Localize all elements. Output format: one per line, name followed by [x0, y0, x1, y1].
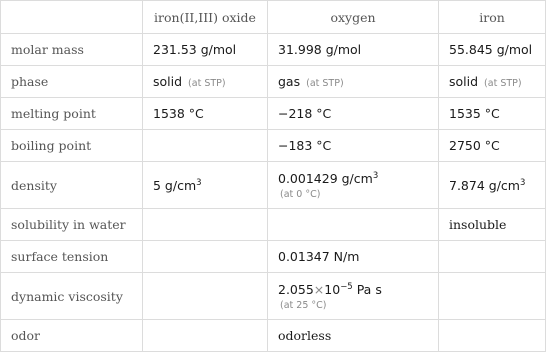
condition-note: (at STP) — [484, 78, 522, 89]
row-label: dynamic viscosity — [1, 273, 143, 320]
row-label: melting point — [1, 98, 143, 130]
cell-value — [439, 162, 546, 209]
cell-value — [268, 66, 439, 98]
header-row — [1, 1, 546, 34]
cell-value: 55.845 g/mol — [439, 34, 546, 66]
cell-value: 0.01347 N/m — [268, 241, 439, 273]
table-row — [1, 273, 546, 320]
condition-note: (at 25 °C) — [280, 299, 327, 311]
row-label: surface tension — [1, 241, 143, 273]
phase-value: solid — [449, 74, 479, 89]
cell-value: 1538 °C — [143, 98, 268, 130]
cell-value — [268, 162, 439, 209]
unit-exponent: 3 — [196, 177, 202, 188]
cell-value — [143, 273, 268, 320]
table-row — [1, 98, 546, 130]
cell-value — [143, 241, 268, 273]
cell-value: odorless — [268, 320, 439, 352]
unit-exponent: 3 — [519, 177, 526, 188]
phase-value: solid — [153, 74, 183, 89]
cell-value — [439, 66, 546, 98]
viscosity-mantissa: 2.055 — [278, 281, 314, 297]
cell-value: −183 °C — [268, 130, 439, 162]
table-row — [1, 320, 546, 352]
cell-value — [439, 241, 546, 273]
table-row — [1, 34, 546, 66]
table-row — [1, 66, 546, 98]
viscosity-exponent: −5 — [340, 281, 353, 292]
column-header-oxygen: oxygen — [268, 1, 439, 34]
viscosity-unit: Pa s — [356, 281, 382, 297]
column-header-iron-oxide: iron(II,III) oxide — [143, 1, 268, 34]
header-corner — [1, 1, 143, 34]
row-label: density — [1, 162, 143, 209]
table-row — [1, 209, 546, 241]
condition-note: (at 0 °C) — [280, 188, 321, 200]
row-label: boiling point — [1, 130, 143, 162]
table-row — [1, 162, 546, 209]
row-label: solubility in water — [1, 209, 143, 241]
column-header-iron: iron — [439, 1, 546, 34]
cell-value — [439, 320, 546, 352]
cell-value: −218 °C — [268, 98, 439, 130]
cell-value — [439, 273, 546, 320]
unit-exponent: 3 — [372, 170, 379, 181]
cell-value: 1535 °C — [439, 98, 546, 130]
cell-value — [143, 66, 268, 98]
table-row — [1, 241, 546, 273]
condition-note: (at STP) — [306, 78, 344, 89]
phase-value: gas — [278, 74, 301, 89]
row-label: molar mass — [1, 34, 143, 66]
cell-value: insoluble — [439, 209, 546, 241]
cell-value: 231.53 g/mol — [143, 34, 268, 66]
cell-value — [143, 209, 268, 241]
cell-value — [143, 320, 268, 352]
cell-value — [268, 273, 439, 320]
row-label: phase — [1, 66, 143, 98]
cell-value — [143, 130, 268, 162]
density-value: 5 g/cm — [153, 177, 197, 193]
cell-value — [268, 209, 439, 241]
condition-note: (at STP) — [188, 78, 226, 89]
density-value: 0.001429 g/cm — [278, 170, 373, 186]
viscosity-base: 10 — [324, 281, 341, 297]
row-label: odor — [1, 320, 143, 352]
cell-value — [143, 162, 268, 209]
cell-value: 2750 °C — [439, 130, 546, 162]
density-value: 7.874 g/cm — [449, 177, 520, 193]
table-row — [1, 130, 546, 162]
times-sign: × — [313, 281, 325, 297]
cell-value: 31.998 g/mol — [268, 34, 439, 66]
